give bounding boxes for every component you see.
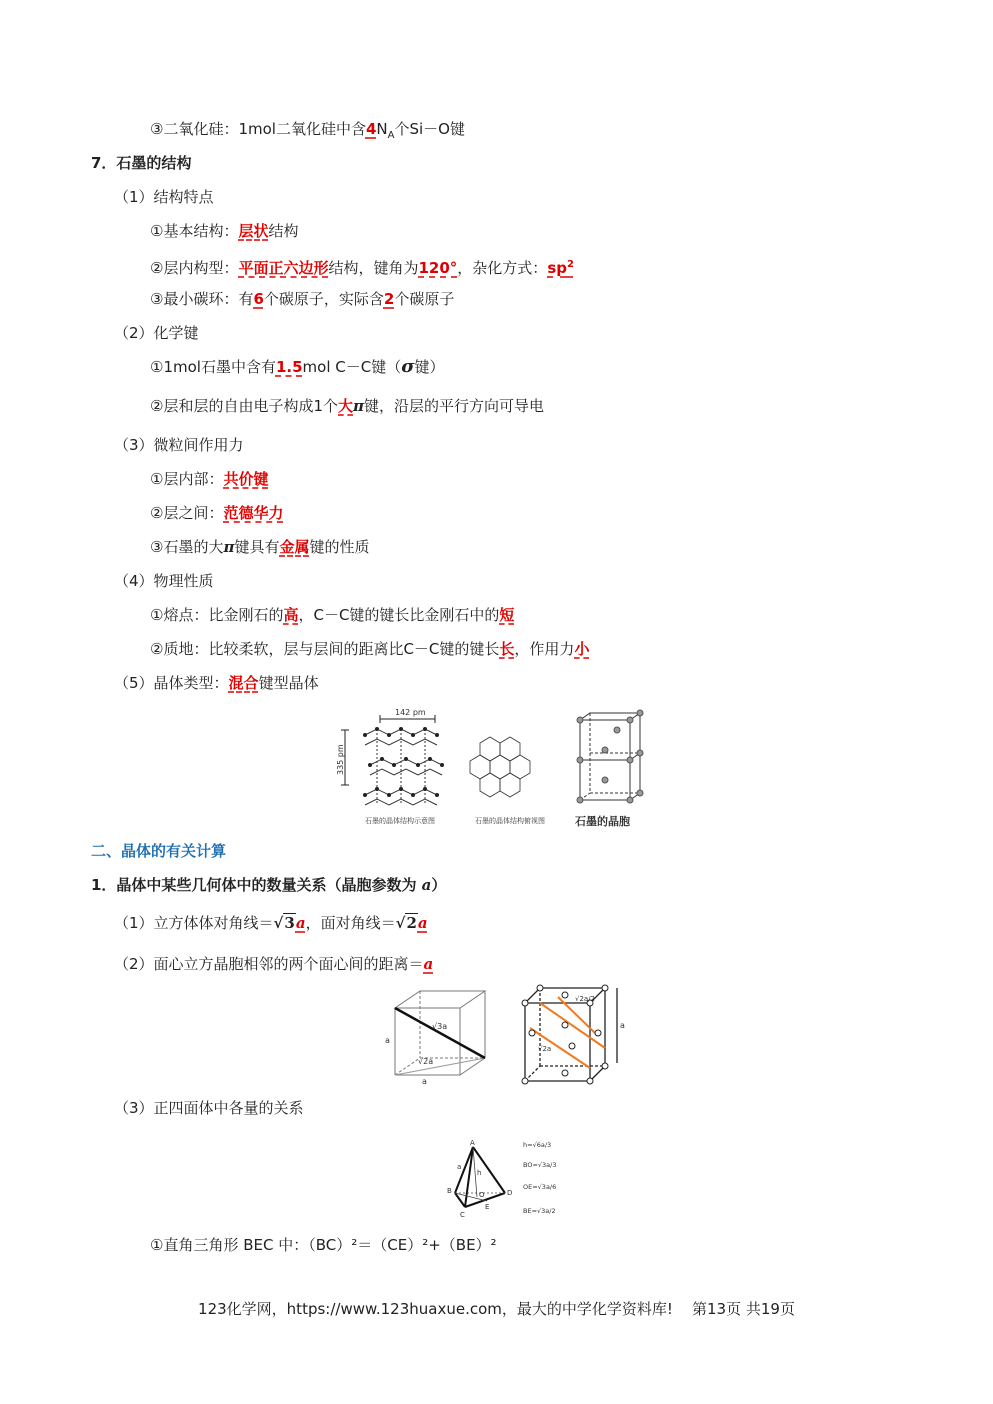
footer-text: 123化学网，https://www.123huaxue.com，最大的中学化学资料库!: [198, 1300, 673, 1318]
fcc-label-s2a: √2a: [538, 1045, 552, 1053]
cube-figures: [380, 983, 630, 1088]
sqrt3-expr: √3: [273, 914, 295, 932]
cube-label-s3a: √3a: [432, 1022, 448, 1031]
sio2-text-end: 个Si－O键: [394, 120, 465, 138]
s1-item2-mid2: ，杂化方式：: [457, 259, 548, 277]
sqrt3-radicand: 3: [284, 914, 295, 932]
s4-heading: （4）物理性质: [114, 572, 214, 590]
na-subscript: A: [387, 130, 395, 141]
s1-heading: （1）结构特点: [114, 188, 214, 206]
sp-text: sp: [547, 259, 567, 277]
s1-item2-answer3: [547, 259, 574, 277]
s2-item2-post: 键，沿层的平行方向可导电: [364, 397, 545, 415]
dim-142: 142 pm: [395, 708, 426, 717]
s1-item3-answer1: 6: [253, 290, 264, 308]
s1-item2: [150, 254, 574, 279]
s2-heading: （2）化学键: [114, 324, 199, 342]
s3-item3-answer: 金属: [279, 538, 310, 556]
s1-item1-pre: ①基本结构：: [150, 222, 239, 240]
sqrt3-a: a: [295, 914, 306, 932]
s4-item2-answer1: 长: [499, 640, 515, 658]
dim-335: 335 pm: [336, 744, 345, 775]
s2-item1-post: 键）: [414, 358, 445, 376]
sio2-text: ③二氧化硅：1mol二氧化硅中含: [150, 120, 366, 138]
sp-superscript: 2: [566, 259, 574, 270]
calc-l1-pre: （1）立方体体对角线＝: [114, 914, 274, 932]
page-footer: [0, 1298, 993, 1319]
calc-sub1-var: a: [421, 876, 432, 894]
tet-f4: BE=√3a/2: [523, 1207, 556, 1215]
s1-item2-answer1: 平面正六边形: [238, 259, 329, 277]
s1-item3-answer2: 2: [383, 290, 395, 308]
cube-label-a1: a: [385, 1036, 390, 1045]
calc-l1: [114, 912, 428, 934]
na-symbol: N: [376, 120, 388, 138]
s1-item1-answer: 层状: [238, 222, 269, 240]
s3-heading: （3）微粒间作用力: [114, 436, 244, 454]
s1-item2-mid1: 结构，键角为: [328, 259, 419, 277]
sqrt2-expr: √2: [395, 914, 417, 932]
graphite-figures: [335, 705, 665, 830]
caption-structure: 石墨的晶体结构示意图: [365, 817, 435, 825]
s2-item1-answer: 1.5: [275, 358, 303, 376]
calc-l2: [114, 953, 433, 975]
s2-item2: [150, 395, 544, 417]
s1-item3-pre: ③最小碳环：有: [150, 290, 254, 308]
cube-label-a2: a: [422, 1077, 427, 1086]
s3-item1: [150, 468, 268, 490]
graphite-top-view: [470, 737, 530, 797]
s3-item2-pre: ②层之间：: [150, 504, 224, 522]
s1-item3: [150, 288, 454, 310]
tet-O: O: [479, 1191, 485, 1199]
s2-item1-pre: ①1mol石墨中含有: [150, 358, 276, 376]
calc-sub1-post: ）: [431, 876, 447, 894]
s3-item2: [150, 502, 283, 524]
s3-item3-pre: ③石墨的大: [150, 538, 224, 556]
s3-item1-answer: 共价键: [223, 470, 269, 488]
tet-f3: OE=√3a/6: [523, 1183, 557, 1191]
s5-post: 键型晶体: [258, 674, 319, 692]
s3-item3-mid: 键具有: [234, 538, 280, 556]
s3-item3: [150, 536, 369, 558]
tet-f1: h=√6a/3: [523, 1141, 552, 1149]
s4-item2-pre: ②质地：比较柔软，层与层间的距离比C－C键的键长: [150, 640, 500, 658]
s3-item3-post: 键的性质: [309, 538, 370, 556]
s2-item2-pre: ②层和层的自由电子构成1个: [150, 397, 338, 415]
s2-item1-mid: mol C－C键（: [302, 358, 402, 376]
cube-diagonal: [395, 991, 485, 1075]
calc-l2-pre: （2）面心立方晶胞相邻的两个面心间的距离＝: [114, 955, 424, 973]
s1-item3-post: 个碳原子: [394, 290, 455, 308]
calc-l4: ①直角三角形 BEC 中：（BC）²＝（CE）²+（BE）²: [150, 1236, 497, 1254]
calc-sub1: [91, 874, 446, 896]
calc-l2-answer: a: [423, 955, 434, 973]
tetrahedron-figure: [445, 1135, 575, 1227]
s5-answer: 混合: [228, 674, 259, 692]
sio2-line: [150, 118, 465, 147]
tet-f2: BO=√3a/3: [523, 1161, 557, 1169]
fcc-label-s2a2: √2a/2: [575, 995, 596, 1003]
graphite-layer-diagram: [341, 715, 444, 805]
s2-item2-answer: [338, 397, 353, 415]
s4-item1: [150, 604, 514, 626]
sigma-symbol: σ: [401, 356, 415, 377]
sqrt2-radicand: 2: [406, 914, 417, 932]
s4-item1-answer1: 高: [283, 606, 299, 624]
cube-label-s2a: √2a: [418, 1057, 434, 1066]
s4-item2: [150, 638, 589, 660]
s1-item2-answer2: 120°: [418, 259, 458, 277]
s1-item3-mid: 个碳原子，实际含: [263, 290, 384, 308]
sqrt2-a: a: [417, 914, 428, 932]
big-text: 大: [338, 397, 354, 415]
calc-l1-mid: ，面对角线＝: [305, 914, 396, 932]
sio2-answer: 4: [365, 120, 377, 138]
s4-item2-answer2: 小: [574, 640, 590, 658]
graphite-title: 7．石墨的结构: [91, 154, 192, 172]
calc-title: 二、晶体的有关计算: [91, 842, 227, 860]
s5-line: [114, 672, 319, 694]
s5-pre: （5）晶体类型：: [114, 674, 229, 692]
tet-D: D: [507, 1189, 513, 1197]
pi-symbol: π: [353, 397, 364, 415]
s1-item1: [150, 220, 298, 242]
tet-C: C: [460, 1211, 465, 1219]
graphite-unit-cell: [577, 710, 643, 803]
calc-l3: （3）正四面体中各量的关系: [114, 1099, 304, 1117]
tet-h: h: [477, 1169, 482, 1177]
s1-item1-post: 结构: [268, 222, 299, 240]
tet-B: B: [447, 1187, 452, 1195]
s3-item2-answer: 范德华力: [223, 504, 284, 522]
caption-unit-cell: 石墨的晶胞: [575, 815, 630, 828]
footer-page-number: 第13页 共19页: [692, 1300, 795, 1318]
tet-A: A: [470, 1139, 475, 1147]
s4-item2-mid: ，作用力: [514, 640, 575, 658]
tet-E: E: [485, 1203, 490, 1211]
tet-a: a: [457, 1163, 462, 1171]
s2-item1: [150, 356, 445, 378]
s4-item1-pre: ①熔点：比金刚石的: [150, 606, 284, 624]
s3-item1-pre: ①层内部：: [150, 470, 224, 488]
calc-sub1-pre: 1．晶体中某些几何体中的数量关系（晶胞参数为: [91, 876, 422, 894]
s4-item1-answer2: 短: [499, 606, 515, 624]
s4-item1-mid: ，C－C键的键长比金刚石中的: [298, 606, 500, 624]
fcc-label-a: a: [620, 1021, 625, 1030]
caption-top-view: 石墨的晶体结构俯视图: [475, 817, 545, 825]
pi-symbol-2: π: [223, 538, 235, 556]
s1-item2-pre: ②层内构型：: [150, 259, 239, 277]
